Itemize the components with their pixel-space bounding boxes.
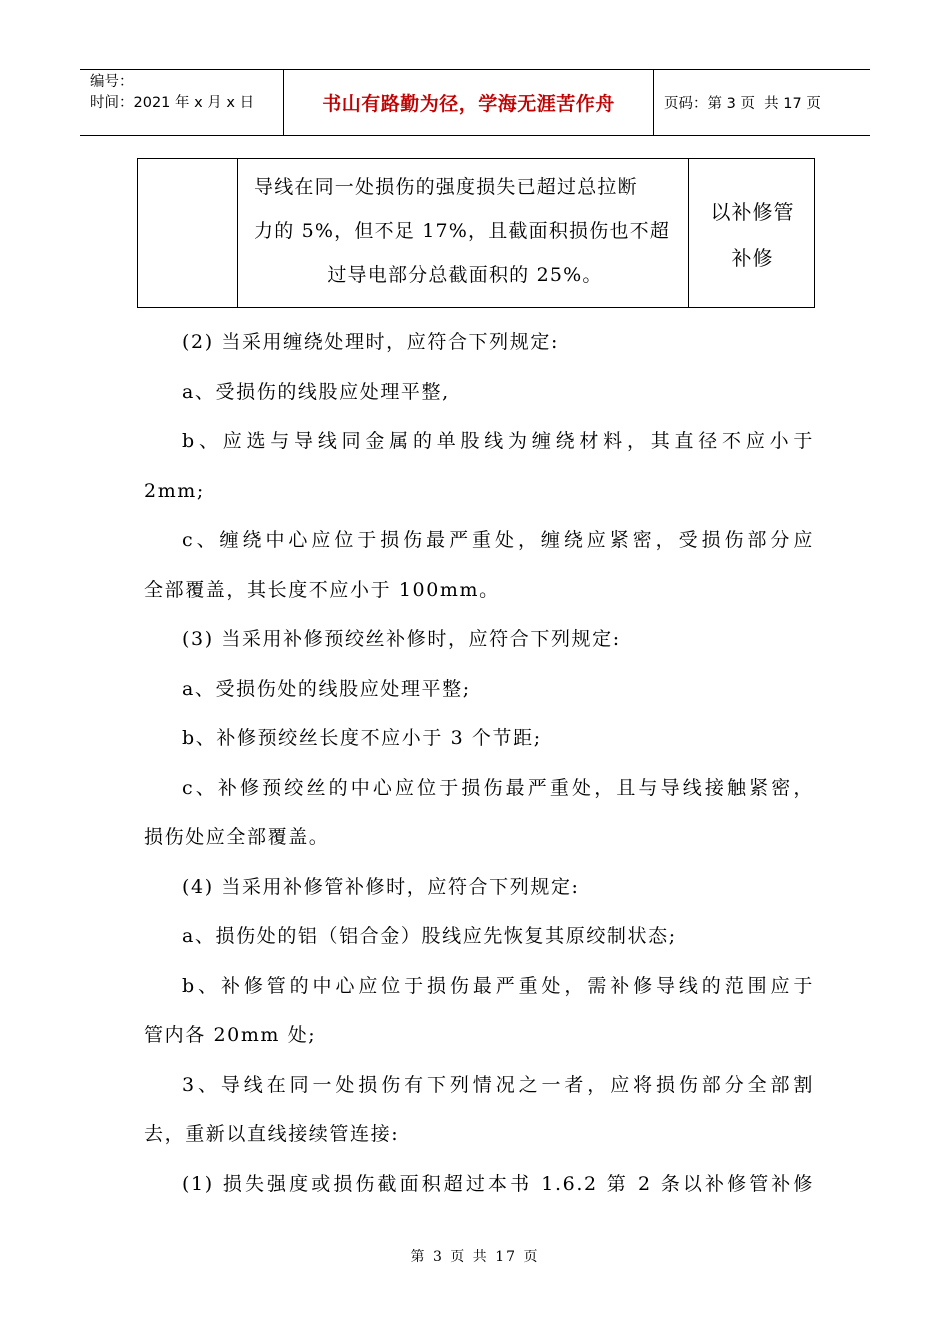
treatment-line: 以补修管 [710,200,795,224]
paragraph: 管内各 20mm 处; [144,1024,317,1046]
paragraph: 全部覆盖，其长度不应小于 100mm。 [144,578,500,601]
table-cell-description [238,159,689,307]
paragraph: b、应选与导线同金属的单股线为缠绕材料，其直径不应小于 [182,430,814,452]
page-footer [0,1246,950,1266]
damage-table [137,158,815,308]
description-line: 力的 5%，但不足 17%，且截面积损伤也不超 [254,220,671,242]
paragraph: c、补修预绞丝的中心应位于损伤最严重处，且与导线接触紧密， [182,776,814,799]
treatment-line: 补修 [731,246,774,270]
page-header [80,69,870,136]
paragraph: c、缠绕中心应位于损伤最严重处，缠绕应紧密，受损伤部分应 [182,529,814,551]
description-line: 过导电部分总截面积的 25%。 [327,264,603,286]
paragraph: 2mm; [144,479,205,502]
description-line: 导线在同一处损伤的强度损失已超过总拉断 [254,176,638,198]
header-meta [80,70,284,135]
paragraph: a、受损伤的线股应处理平整, [182,380,450,403]
paragraph: a、损伤处的铝（铝合金）股线应先恢复其原绞制状态; [182,925,677,947]
page-number-label: 页码：第 3 页 共 17 页 [664,96,821,112]
header-page-info [654,70,870,135]
document-time-label: 时间：2021 年 x 月 x 日 [90,95,255,111]
paragraph: b、补修管的中心应位于损伤最严重处，需补修导线的范围应于 [182,974,814,997]
footer-page-number: 第 3 页 共 17 页 [410,1249,540,1265]
paragraph: b、补修预绞丝长度不应小于 3 个节距; [182,727,542,749]
document-body [144,318,814,1209]
motto-text: 书山有路勤为径，学海无涯苦作舟 [322,93,615,115]
paragraph: (1) 损失强度或损伤截面积超过本书 1.6.2 第 2 条以补修管补修 [182,1172,814,1195]
table-cell-treatment [689,159,816,307]
table-cell-empty [138,159,238,307]
paragraph: 3、导线在同一处损伤有下列情况之一者，应将损伤部分全部割 [182,1073,814,1096]
document-number-label: 编号： [90,74,134,90]
paragraph: (2) 当采用缠绕处理时，应符合下列规定: [182,331,559,353]
paragraph: (4) 当采用补修管补修时，应符合下列规定: [182,875,580,898]
paragraph: 去，重新以直线接续管连接: [144,1123,400,1145]
header-motto [284,70,654,135]
paragraph: (3) 当采用补修预绞丝补修时，应符合下列规定: [182,628,621,650]
paragraph: 损伤处应全部覆盖。 [144,826,330,848]
paragraph: a、受损伤处的线股应处理平整; [182,677,471,700]
